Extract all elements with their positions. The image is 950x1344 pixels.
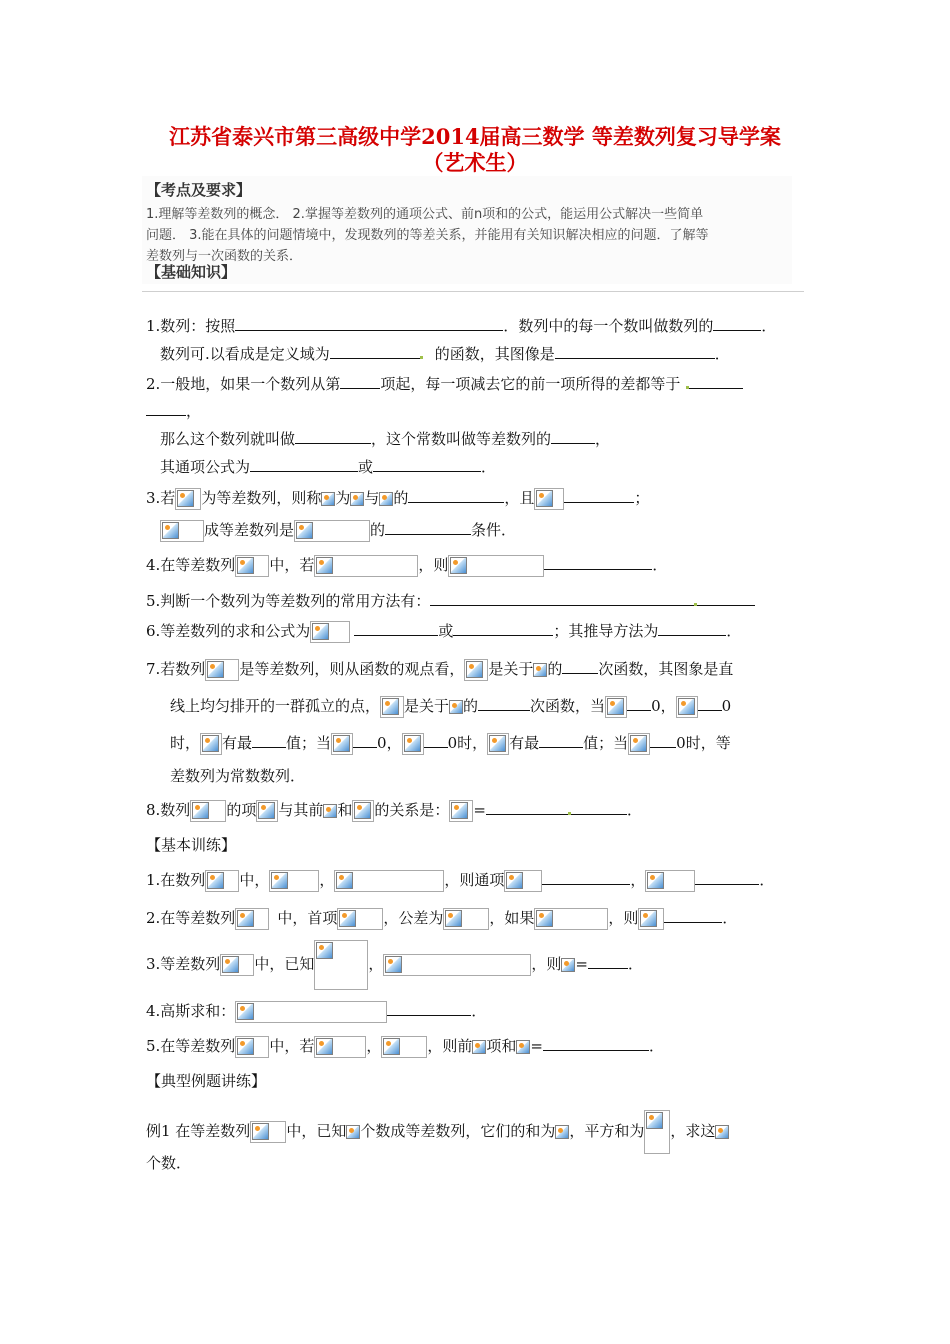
formula-image [256, 800, 278, 822]
formula-image [464, 659, 488, 681]
blank [387, 1000, 471, 1016]
broken-image-icon [333, 735, 350, 752]
basic-q3-line1: 3.若 为等差数列，则称 为 与 的 ，且 ； [146, 487, 649, 510]
blank [564, 487, 634, 503]
formula-image [676, 696, 698, 718]
broken-image-icon [296, 522, 313, 539]
page-title-line2: （艺术生） [422, 150, 528, 175]
formula-image [504, 870, 542, 892]
broken-image-icon [346, 1125, 360, 1139]
formula-image [250, 1121, 286, 1143]
blank [340, 373, 380, 389]
broken-image-icon [715, 1125, 729, 1139]
blank [713, 315, 761, 331]
broken-image-icon [561, 958, 575, 972]
broken-image-icon [506, 872, 523, 889]
basic-q7-line3: 时， 有最 值；当 0， 0时， 有最 值；当 0时，等 [170, 732, 731, 755]
speck [420, 356, 423, 359]
blank [354, 620, 438, 636]
formula-image [235, 1036, 269, 1058]
basic-q7-line4: 差数列为常数数列． [170, 767, 306, 785]
broken-image-icon [237, 910, 254, 927]
broken-image-icon [533, 663, 547, 677]
formula-image [337, 908, 383, 930]
formula-image [190, 800, 226, 822]
broken-image-icon [192, 802, 209, 819]
blank [562, 658, 598, 674]
broken-image-icon [445, 910, 462, 927]
formula-image [235, 555, 269, 577]
formula-image [331, 733, 353, 755]
formula-image [534, 488, 564, 510]
broken-image-icon [177, 490, 194, 507]
blank [295, 428, 371, 444]
basic-q7-line1: 7.若数列 是等差数列，则从函数的观点看， 是关于 的 次函数，其图象是直 [146, 658, 733, 681]
requirements-heading: 【考点及要求】 [146, 181, 252, 199]
basic-q2-line2: 那么这个数列就叫做 ，这个常数叫做等差数列的 ， [160, 430, 611, 448]
broken-image-icon [316, 942, 333, 959]
blank [539, 732, 583, 748]
requirements-line-1: 1.理解等差数列的概念． 2.掌握等差数列的通项公式、前n项和的公式，能运用公式解决一些简单 [146, 207, 704, 222]
basic-knowledge-heading: 【基础知识】 [146, 263, 237, 281]
broken-image-icon [516, 1040, 530, 1054]
broken-image-icon [647, 872, 664, 889]
broken-image-icon [237, 1038, 254, 1055]
broken-image-icon [536, 490, 553, 507]
blank [555, 343, 715, 359]
formula-image [334, 870, 444, 892]
formula-image [605, 696, 627, 718]
formula-image [381, 1036, 427, 1058]
formula-image [269, 870, 319, 892]
formula-image [175, 488, 201, 510]
formula-image [383, 954, 531, 976]
formula-image [314, 1036, 366, 1058]
blank [627, 695, 651, 711]
basic-q3-line2: 成等差数列是 的 条件． [160, 519, 516, 542]
example-1-line2: 个数． [146, 1154, 192, 1172]
basic-q2-line1: 2.一般地，如果一个数列从第 项起，每一项减去它的前一项所得的差都等于 [146, 373, 743, 395]
broken-image-icon [321, 492, 335, 506]
broken-image-icon [451, 802, 468, 819]
training-q5: 5.在等差数列 中，若 ， ，则前 项和 = ． [146, 1035, 664, 1058]
broken-image-icon [630, 735, 647, 752]
requirements-line-2: 问题． 3.能在具体的问题情境中，发现数列的等差关系，并能用有关知识解决相应的问题．了解等 [146, 228, 709, 243]
blank [146, 400, 186, 416]
blank [689, 373, 743, 389]
broken-image-icon [354, 802, 371, 819]
broken-image-icon [536, 910, 553, 927]
broken-image-icon [646, 1112, 663, 1129]
blank [650, 732, 676, 748]
broken-image-icon [678, 698, 695, 715]
formula-image [314, 940, 368, 990]
broken-image-icon [466, 661, 483, 678]
formula-image [380, 696, 404, 718]
broken-image-icon [489, 735, 506, 752]
broken-image-icon [202, 735, 219, 752]
requirements-line-3: 差数列与一次函数的关系． [146, 249, 303, 264]
formula-image [645, 870, 695, 892]
section-divider [142, 291, 804, 292]
formula-image [220, 954, 254, 976]
blank [695, 869, 759, 885]
broken-image-icon [316, 557, 333, 574]
broken-image-icon [379, 492, 393, 506]
broken-image-icon [555, 1125, 569, 1139]
blank [424, 732, 448, 748]
broken-image-icon [336, 872, 353, 889]
formula-image [310, 621, 350, 643]
blank [430, 590, 694, 606]
example-1-line1: 例1 在等差数列 中，已知 个数成等差数列，它们的和为 ，平方和为 ，求这 [146, 1110, 729, 1154]
blank [373, 456, 481, 472]
training-q2: 2.在等差数列 中，首项 ，公差为 ，如果 ，则 ． [146, 907, 737, 930]
broken-image-icon [450, 557, 467, 574]
formula-image [628, 733, 650, 755]
blank [252, 732, 286, 748]
basic-q6: 6.等差数列的求和公式为 或 ；其推导方法为 ． [146, 620, 741, 643]
blank [235, 315, 503, 331]
formula-image [294, 520, 370, 542]
blank [353, 732, 377, 748]
broken-image-icon [449, 700, 463, 714]
blank [698, 695, 722, 711]
page-title-line1: 江苏省泰兴市第三高级中学2014届高三数学 等差数列复习导学案 [169, 124, 781, 149]
blank [543, 1035, 649, 1051]
broken-image-icon [162, 522, 179, 539]
training-q1: 1.在数列 中， ， ，则通项 ， ． [146, 869, 774, 892]
broken-image-icon [404, 735, 421, 752]
broken-image-icon [323, 804, 337, 818]
formula-image [205, 659, 239, 681]
broken-image-icon [385, 956, 402, 973]
broken-image-icon [222, 956, 239, 973]
broken-image-icon [316, 1038, 333, 1055]
broken-image-icon [312, 623, 329, 640]
formula-image [487, 733, 509, 755]
broken-image-icon [207, 661, 224, 678]
broken-image-icon [237, 1003, 254, 1020]
formula-image [644, 1110, 670, 1154]
basic-q1-line2: 数列可.以看成是定义域为 的函数，其图像是 ． [160, 345, 730, 363]
formula-image [534, 908, 608, 930]
basic-q2-line3: 其通项公式为 或 ． [160, 458, 497, 476]
broken-image-icon [383, 1038, 400, 1055]
broken-image-icon [382, 698, 399, 715]
formula-image [449, 800, 473, 822]
blank [664, 907, 722, 923]
blank [250, 456, 358, 472]
broken-image-icon [640, 910, 657, 927]
basic-q7-line2: 线上均匀排开的一群孤立的点， 是关于 的 次函数，当 0， 0 [170, 695, 731, 718]
blank [385, 519, 471, 535]
blank [542, 869, 630, 885]
formula-image [402, 733, 424, 755]
formula-image [205, 870, 239, 892]
blank [478, 695, 530, 711]
blank [408, 487, 504, 503]
formula-image [235, 908, 269, 930]
formula-image [638, 908, 664, 930]
broken-image-icon [237, 557, 254, 574]
formula-image [200, 733, 222, 755]
blank [697, 590, 755, 606]
broken-image-icon [350, 492, 364, 506]
broken-image-icon [472, 1040, 486, 1054]
blank [571, 799, 627, 815]
blank [588, 953, 628, 969]
basic-q8: 8.数列 的项 与其前 和 的关系是： = ． [146, 799, 642, 822]
broken-image-icon [271, 872, 288, 889]
basic-q4: 4.在等差数列 中，若 ，则 ． [146, 554, 667, 577]
blank [551, 428, 595, 444]
training-q4: 4.高斯求和： ． [146, 1000, 486, 1023]
blank [486, 799, 568, 815]
formula-image [314, 555, 418, 577]
basic-q2-line1b: ， [146, 400, 201, 422]
formula-image [448, 555, 544, 577]
blank [544, 554, 652, 570]
blank [453, 620, 553, 636]
broken-image-icon [258, 802, 275, 819]
formula-image [235, 1001, 387, 1023]
formula-image [160, 520, 204, 542]
blank [330, 343, 420, 359]
broken-image-icon [339, 910, 356, 927]
training-heading: 【基本训练】 [146, 836, 237, 854]
formula-image [352, 800, 374, 822]
blank [658, 620, 726, 636]
broken-image-icon [607, 698, 624, 715]
training-q3: 3.等差数列 中，已知 ， ，则 = ． [146, 940, 643, 990]
broken-image-icon [207, 872, 224, 889]
broken-image-icon [252, 1123, 269, 1140]
basic-q1-line1: 1.数列：按照 ．数列中的每一个数叫做数列的 ． [146, 317, 777, 335]
formula-image [443, 908, 489, 930]
examples-heading: 【典型例题讲练】 [146, 1072, 267, 1090]
basic-q5: 5.判断一个数列为等差数列的常用方法有： [146, 590, 755, 612]
scanned-requirements-image [142, 176, 792, 284]
